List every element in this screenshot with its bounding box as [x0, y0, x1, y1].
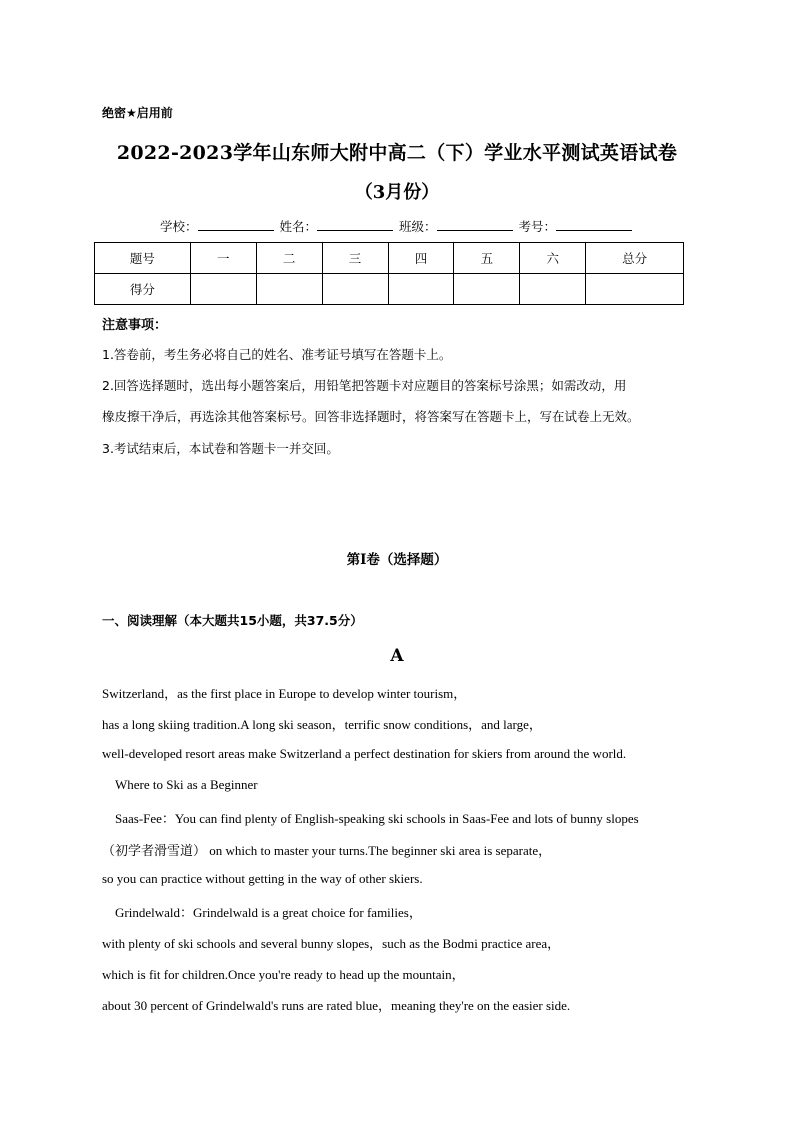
notes-heading: 注意事项： — [102, 318, 168, 333]
score-cell[interactable] — [586, 274, 684, 305]
section-title: 第I卷（选择题） — [346, 552, 448, 568]
score-cell[interactable] — [190, 274, 256, 305]
score-cell[interactable] — [520, 274, 586, 305]
class-blank[interactable] — [437, 218, 513, 231]
score-cell[interactable] — [322, 274, 388, 305]
header-cell: 五 — [454, 243, 520, 274]
header-cell: 一 — [190, 243, 256, 274]
info-label-class: 班级： — [398, 219, 437, 234]
score-cell[interactable] — [256, 274, 322, 305]
info-label-school: 学校： — [159, 219, 198, 234]
passage-line: （初学者滑雪道） on which to master your turns.The beginner ski area is separate， — [102, 843, 552, 858]
note-line: 橡皮擦干净后，再选涂其他答案标号。回答非选择题时，将答案写在答题卡上，写在试卷上无效。 — [102, 409, 640, 424]
passage-line: which is fit for children.Once you're ready to head up the mountain， — [102, 967, 465, 982]
part-heading: 一、阅读理解（本大题共15小题，共37.5分） — [102, 613, 363, 628]
exam-number-blank[interactable] — [556, 218, 632, 231]
student-info-line — [0, 217, 794, 235]
passage-letter: A — [390, 646, 404, 666]
passage-line: about 30 percent of Grindelwald's runs are rated blue，meaning they're on the easier side. — [102, 998, 571, 1013]
score-table-score-row — [95, 274, 684, 305]
passage-line: with plenty of ski schools and several bunny slopes，such as the Bodmi practice area， — [102, 936, 561, 951]
passage-line: has a long skiing tradition.A long ski season，terrific snow conditions，and large， — [102, 717, 542, 732]
passage-line: so you can practice without getting in the way of other skiers. — [102, 871, 423, 886]
passage-line: Switzerland，as the first place in Europe to develop winter tourism， — [102, 686, 467, 701]
score-cell[interactable] — [388, 274, 454, 305]
passage-subheading: Where to Ski as a Beginner — [115, 777, 258, 792]
secret-mark: 绝密★启用前 — [102, 106, 173, 120]
school-blank[interactable] — [198, 218, 274, 231]
header-cell: 六 — [520, 243, 586, 274]
exam-title: 2022-2023学年山东师大附中高二（下）学业水平测试英语试卷 — [116, 142, 678, 164]
name-blank[interactable] — [317, 218, 393, 231]
header-cell: 四 — [388, 243, 454, 274]
passage-line: Saas-Fee：You can find plenty of English-speaking ski schools in Saas-Fee and lots of bunny slopes — [115, 811, 639, 826]
info-label-name: 姓名： — [279, 219, 317, 234]
passage-line: Grindelwald：Grindelwald is a great choice for families， — [115, 905, 422, 920]
note-line: 3.考试结束后，本试卷和答题卡一并交回。 — [102, 441, 339, 456]
header-cell: 题号 — [95, 243, 191, 274]
header-cell: 三 — [322, 243, 388, 274]
info-label-exam-number: 考号： — [518, 219, 556, 234]
header-cell: 二 — [256, 243, 322, 274]
note-line: 1.答卷前，考生务必将自己的姓名、准考证号填写在答题卡上。 — [102, 347, 452, 362]
exam-subtitle: （3月份） — [354, 182, 440, 203]
score-table-header-row — [95, 243, 684, 274]
row-label-cell: 得分 — [95, 274, 191, 305]
score-cell[interactable] — [454, 274, 520, 305]
note-line: 2.回答选择题时，选出每小题答案后，用铅笔把答题卡对应题目的答案标号涂黑；如需改动，用 — [102, 378, 627, 393]
header-cell: 总分 — [586, 243, 684, 274]
score-table — [94, 242, 684, 305]
passage-line: well-developed resort areas make Switzerland a perfect destination for skiers from around the world. — [102, 746, 627, 761]
